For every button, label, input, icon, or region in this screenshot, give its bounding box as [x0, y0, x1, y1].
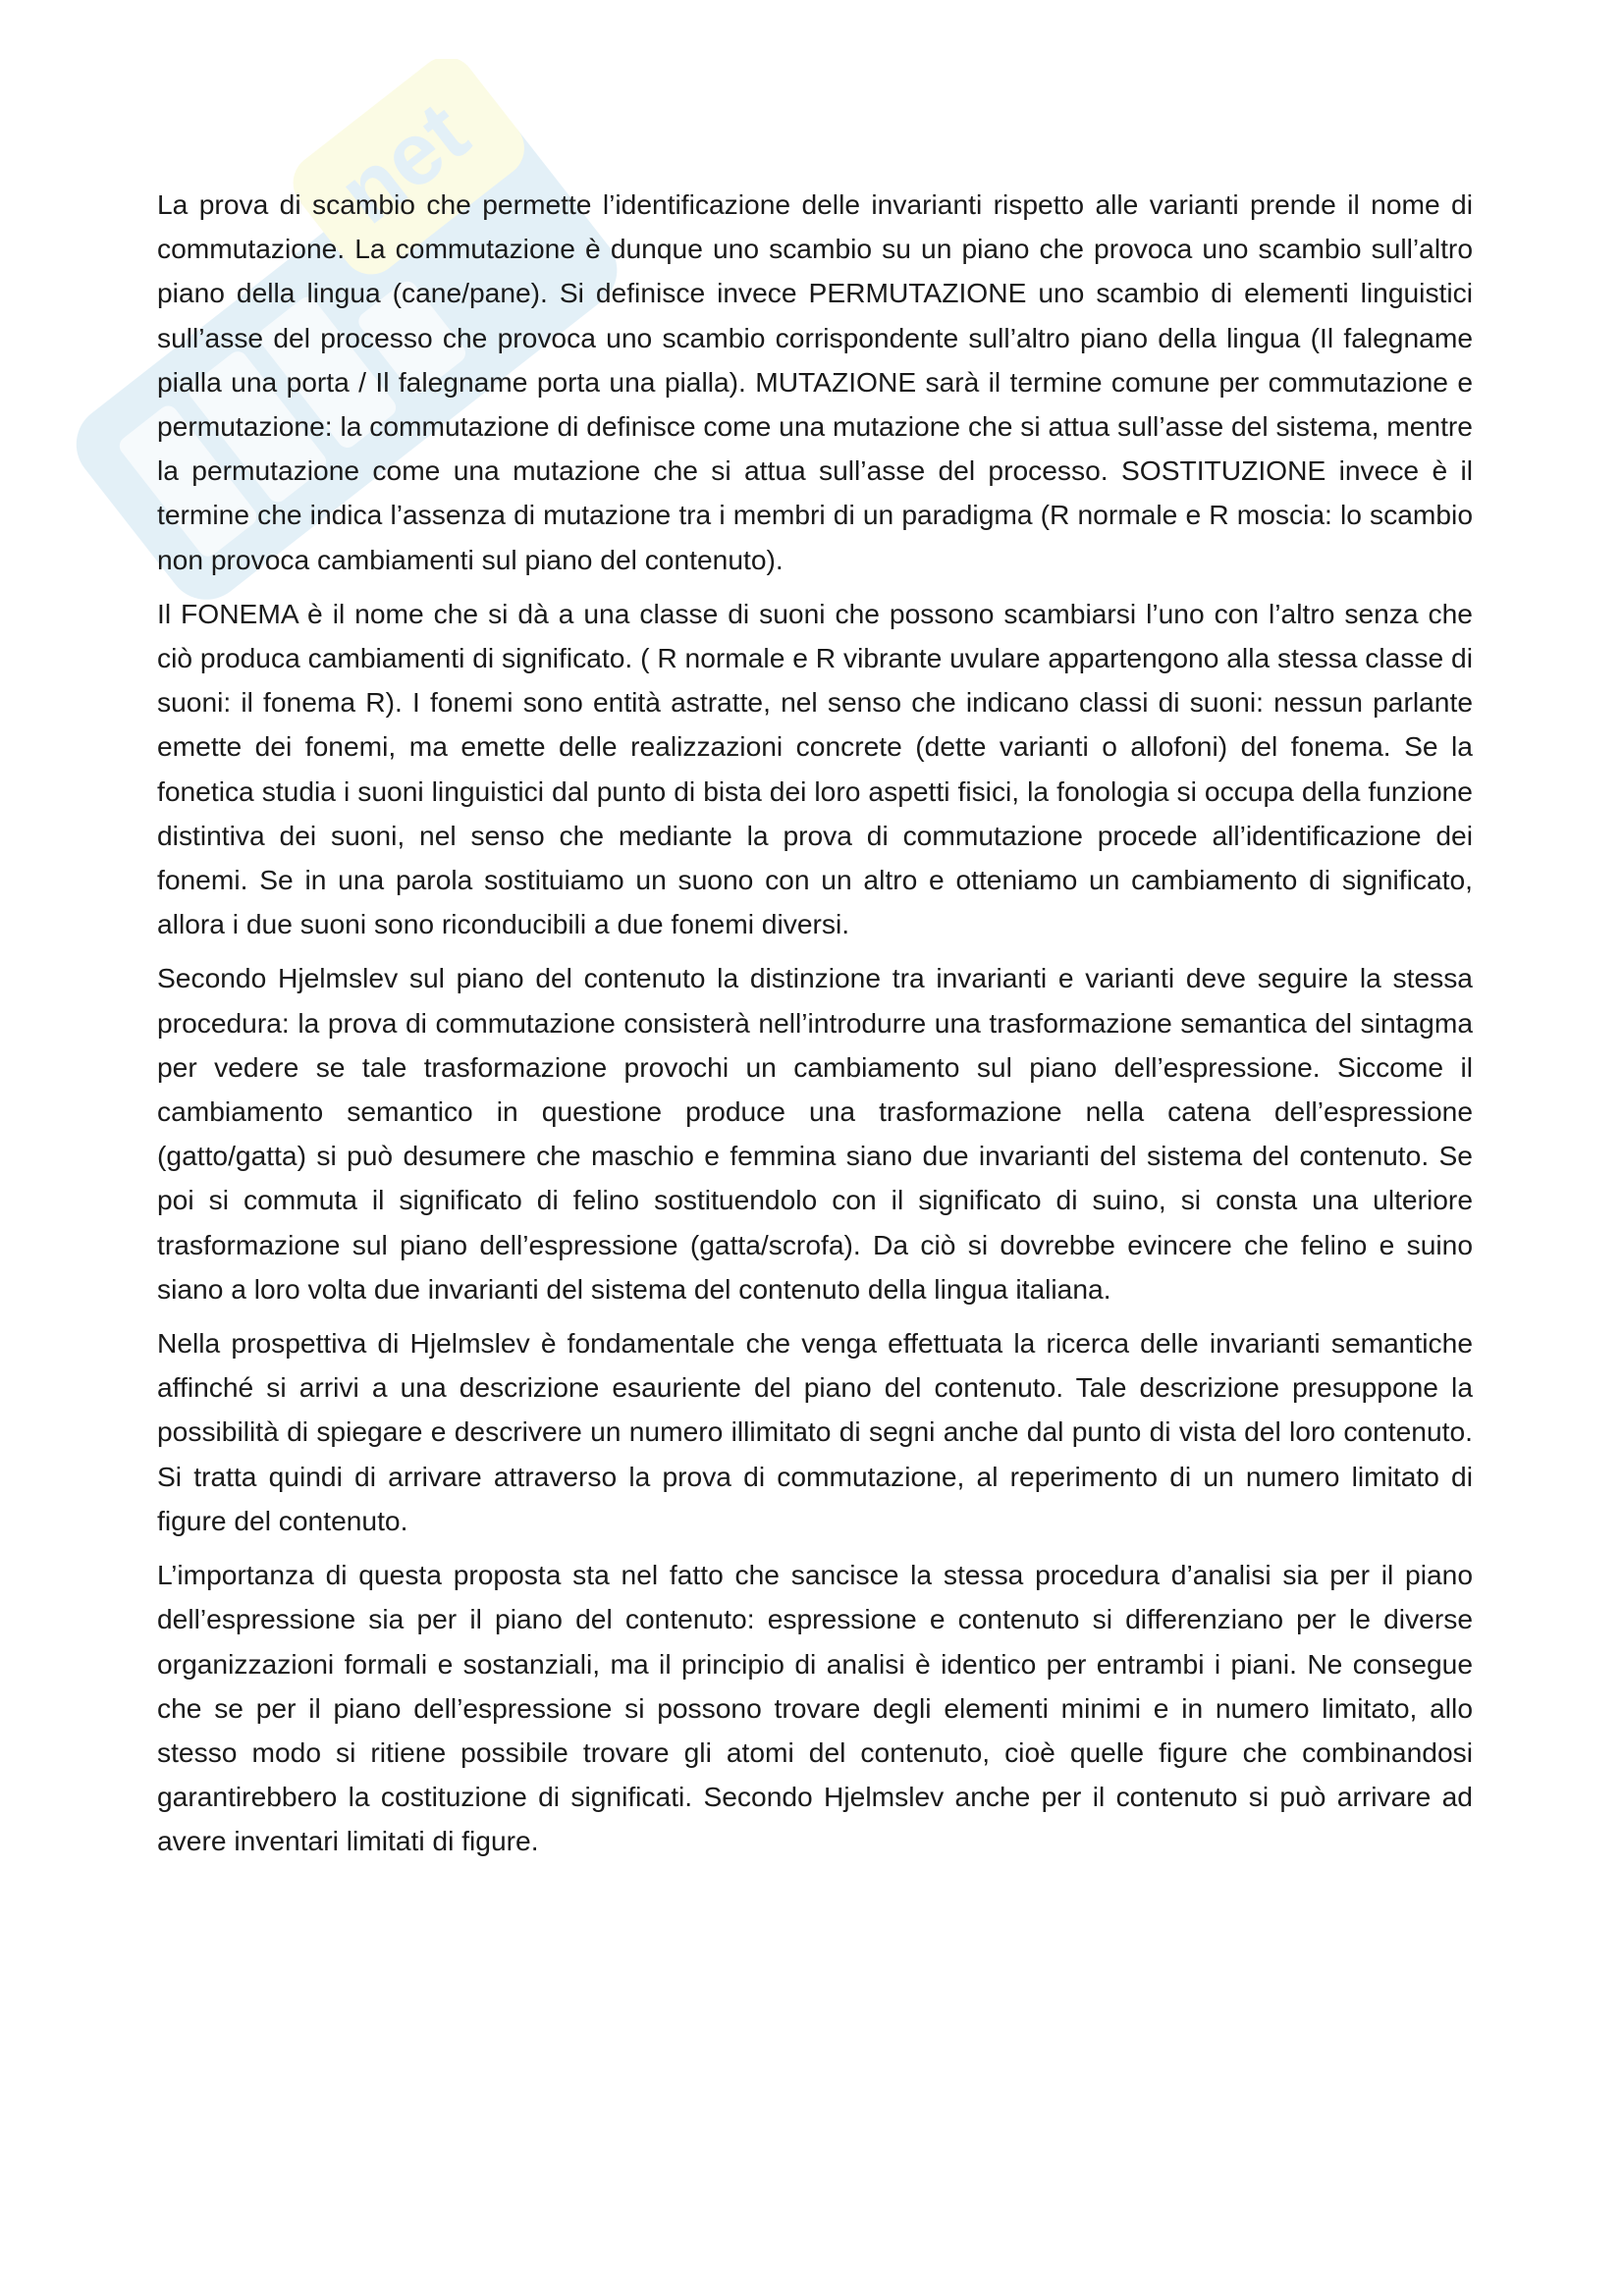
- paragraph-hjelmslev-procedura: Secondo Hjelmslev sul piano del contenuto la distinzione tra invarianti e varianti deve seguire la stessa procedura: la prova di commutazione consisterà nell’introdurre una trasformazione semantica del sintagma per vedere se tale trasformazione provochi un cambiamento sul piano dell’espressione. Siccome il cambiamento semantico in questione produce una trasformazione nella catena dell’espressione (gatto/gatta) si può desumere che maschio e femmina siano due invarianti del sistema del contenuto. Se poi si commuta il significato di felino sostituendolo con il significato di suino, si consta una ulteriore trasformazione sul piano dell’espressione (gatta/scrofa). Da ciò si dovrebbe evincere che felino e suino siano a loro volta due invarianti del sistema del contenuto della lingua italiana.: [157, 962, 1473, 1305]
- document-body: [157, 183, 1473, 1874]
- paragraph-fonema: Il FONEMA è il nome che si dà a una classe di suoni che possono scambiarsi l’uno con l’altro senza che ciò produca cambiamenti di significato. ( R normale e R vibrante uvulare appartengono alla stessa classe di suoni: il fonema R). I fonemi sono entità astratte, nel senso che indicano classi di suoni: nessun parlante emette dei fonemi, ma emette delle realizzazioni concrete (dette varianti o allofoni) del fonema. Se la fonetica studia i suoni linguistici dal punto di bista dei loro aspetti fisici, la fonologia si occupa della funzione distintiva dei suoni, nel senso che mediante la prova di commutazione procede all’identificazione dei fonemi. Se in una parola sostituiamo un suono con un altro e otteniamo un cambiamento di significato, allora i due suoni sono riconducibili a due fonemi diversi.: [157, 597, 1473, 940]
- watermark-text: net: [321, 83, 487, 243]
- paragraph-commutazione: La prova di scambio che permette l’identificazione delle invarianti rispetto alle varianti prende il nome di commutazione. La commutazione è dunque uno scambio su un piano che provoca uno scambio sull’altro piano della lingua (cane/pane). Si definisce invece PERMUTAZIONE uno scambio di elementi linguistici sull’asse del processo che provoca uno scambio corrispondente sull’altro piano della lingua (Il falegname pialla una porta / Il falegname porta una pialla). MUTAZIONE sarà il termine comune per commutazione e permutazione: la commutazione di definisce come una mutazione che si attua sull’asse del sistema, mentre la permutazione come una mutazione che si attua sull’asse del processo. SOSTITUZIONE invece è il termine che indica l’assenza di mutazione tra i membri di un paradigma (R normale e R moscia: lo scambio non provoca cambiamenti sul piano del contenuto).: [157, 188, 1473, 575]
- paragraph-importanza: L’importanza di questa proposta sta nel fatto che sancisce la stessa procedura d’analisi sia per il piano dell’espressione sia per il piano del contenuto: espressione e contenuto si differenziano per le diverse organizzazioni formali e sostanziali, ma il principio di analisi è identico per entrambi i piani. Ne consegue che se per il piano dell’espressione si possono trovare degli elementi minimi e in numero limitato, allo stesso modo si ritiene possibile trovare gli atomi del contenuto, cioè quelle figure che combinandosi garantirebbero la costituzione di significati. Secondo Hjelmslev anche per il contenuto si può arrivare ad avere inventari limitati di figure.: [157, 1559, 1473, 1857]
- paragraph-hjelmslev-invarianti: Nella prospettiva di Hjelmslev è fondamentale che venga effettuata la ricerca delle invarianti semantiche affinché si arrivi a una descrizione esauriente del piano del contenuto. Tale descrizione presuppone la possibilità di spiegare e descrivere un numero illimitato di segni anche dal punto di vista del loro contenuto. Si tratta quindi di arrivare attraverso la prova di commutazione, al reperimento di un numero limitato di figure del contenuto.: [157, 1327, 1473, 1536]
